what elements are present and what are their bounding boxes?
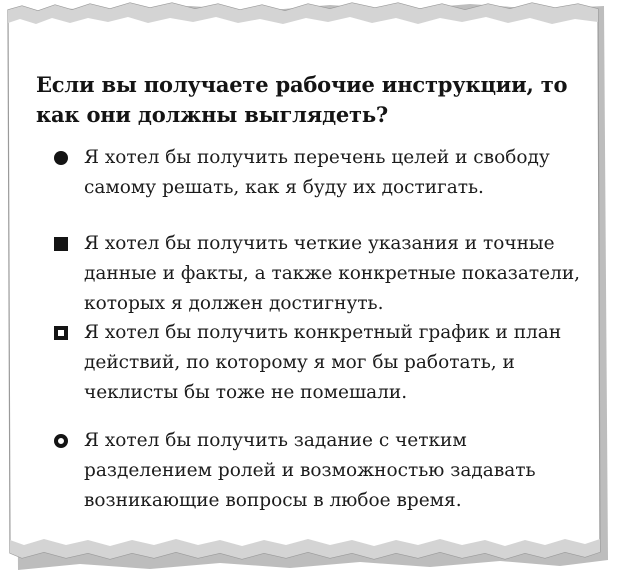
- answer-option-roles: [54, 426, 594, 516]
- hollow-square-bullet-icon: [54, 326, 68, 340]
- filled-circle-bullet-icon: [54, 151, 68, 165]
- answer-option-text: Я хотел бы получить четкие указания и точные данные и факты, а также конкретные показатели, которых я должен достигнуть.: [84, 233, 581, 314]
- answer-option-text: Я хотел бы получить задание с четким разделением ролей и возможностью задавать возникающие вопросы в любое время.: [84, 430, 536, 511]
- answer-option-text: Я хотел бы получить перечень целей и свободу самому решать, как я буду их достигать.: [84, 147, 550, 198]
- answer-option-instructions: [54, 229, 594, 319]
- question-heading: Если вы получаете рабочие инструкции, то как они должны выглядеть?: [36, 72, 568, 127]
- answer-option-text: Я хотел бы получить конкретный график и план действий, по которому я мог бы работать, и чеклисты бы тоже не помешали.: [84, 322, 562, 403]
- answer-option-goals: [54, 143, 594, 203]
- hollow-circle-bullet-icon: [54, 434, 68, 448]
- filled-square-bullet-icon: [54, 237, 68, 251]
- answer-option-schedule: [54, 318, 594, 408]
